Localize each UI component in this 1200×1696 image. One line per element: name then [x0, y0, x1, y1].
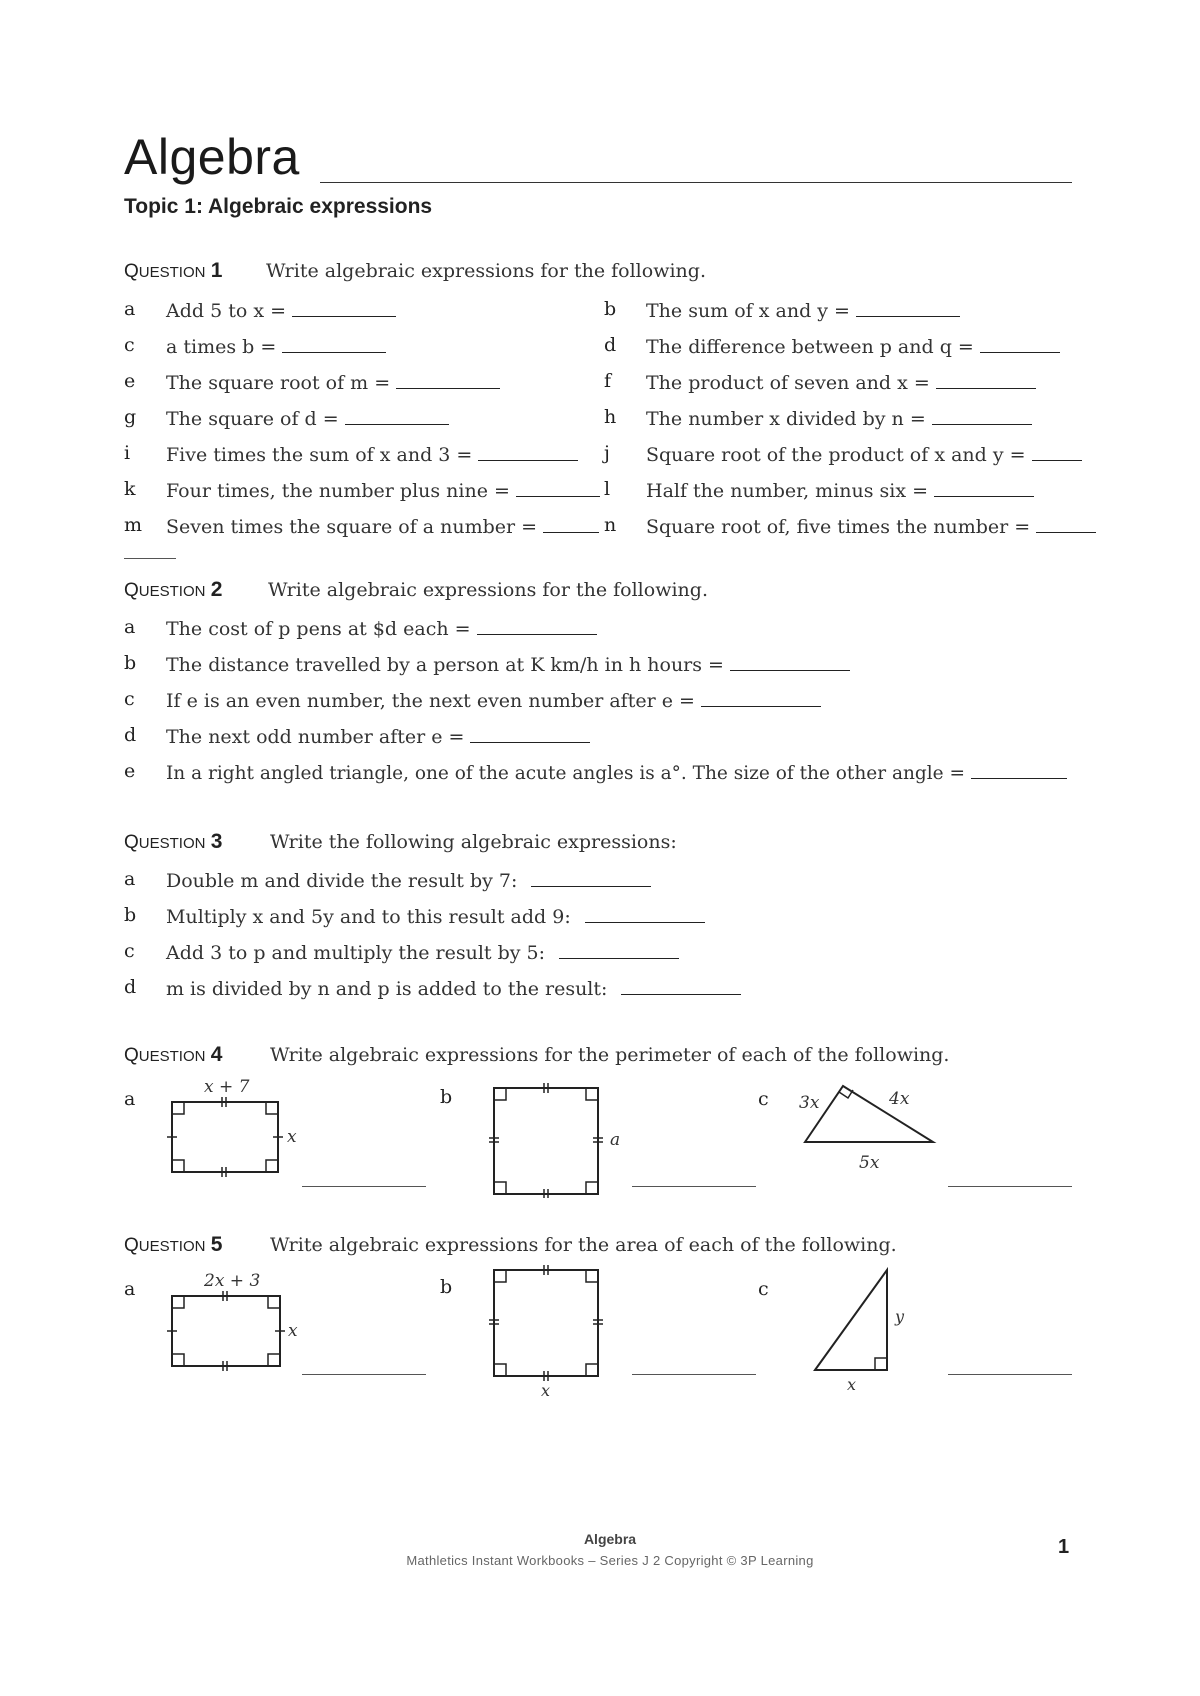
- right-angle-mark: [875, 1358, 887, 1370]
- question-5-prompt: Write algebraic expressions for the area of each of the following.: [270, 1234, 897, 1256]
- q3-label-a: a: [124, 868, 136, 890]
- answer-blank[interactable]: [477, 616, 597, 635]
- q4c-left-label: 3x: [799, 1093, 820, 1113]
- q4-rectangle-figure: [160, 1074, 300, 1184]
- q1-label-f: f: [604, 370, 612, 392]
- answer-blank[interactable]: [531, 868, 651, 887]
- q1-item-f: The product of seven and x =: [646, 370, 1036, 394]
- q5b-answer-line[interactable]: [632, 1374, 756, 1375]
- q3-label-c: c: [124, 940, 135, 962]
- answer-blank[interactable]: [470, 724, 590, 743]
- q5a-top-label: 2x + 3: [204, 1271, 261, 1291]
- question-3-q: Q: [124, 832, 139, 853]
- q4-square-figure: [480, 1074, 630, 1198]
- rectangle-shape: [172, 1102, 278, 1172]
- q1-item-b: The sum of x and y =: [646, 298, 960, 322]
- q1-label-g: g: [124, 406, 137, 428]
- q1-item-i: Five times the sum of x and 3 =: [166, 442, 578, 466]
- q2-label-d: d: [124, 724, 137, 746]
- q3-item-c: Add 3 to p and multiply the result by 5:: [166, 940, 679, 964]
- answer-blank[interactable]: [559, 940, 679, 959]
- page-number: 1: [1058, 1536, 1070, 1558]
- q1-label-m: m: [124, 514, 143, 536]
- q1-label-a: a: [124, 298, 136, 320]
- question-2-number: 2: [210, 578, 223, 601]
- q5a-answer-line[interactable]: [302, 1374, 426, 1375]
- q1-item-n: Square root of, five times the number =: [646, 514, 1096, 538]
- question-5-q: Q: [124, 1235, 139, 1256]
- topic-heading: Topic 1: Algebraic expressions: [124, 195, 433, 218]
- q1-item-a: Add 5 to x =: [166, 298, 396, 322]
- q5-triangle-figure: [805, 1258, 915, 1398]
- side-tick-marks: [489, 1138, 603, 1142]
- q2-item-a: The cost of p pens at $d each =: [166, 616, 597, 640]
- question-2-word: UESTION: [138, 583, 206, 600]
- answer-blank[interactable]: [936, 370, 1036, 389]
- q5-label-b: b: [440, 1276, 453, 1298]
- equal-tick-marks: [223, 1291, 227, 1371]
- q1-item-h: The number x divided by n =: [646, 406, 1032, 430]
- q1-item-g: The square of d =: [166, 406, 449, 430]
- q1-label-j: j: [604, 442, 610, 464]
- rectangle-shape: [172, 1296, 280, 1366]
- q2-item-b: The distance travelled by a person at K km/h in h hours =: [166, 652, 850, 676]
- q5-label-c: c: [758, 1278, 769, 1300]
- right-angle-marks: [172, 1296, 280, 1366]
- q4a-answer-line[interactable]: [302, 1186, 426, 1187]
- q1-label-n: n: [604, 514, 617, 536]
- q1-item-d: The difference between p and q =: [646, 334, 1060, 358]
- equal-tick-marks: [544, 1083, 548, 1198]
- answer-blank[interactable]: [282, 334, 386, 353]
- q1-label-d: d: [604, 334, 617, 356]
- q2-label-a: a: [124, 616, 136, 638]
- answer-blank[interactable]: [516, 478, 600, 497]
- q5-label-a: a: [124, 1278, 136, 1300]
- answer-blank[interactable]: [478, 442, 578, 461]
- answer-blank[interactable]: [345, 406, 449, 425]
- equal-tick-marks: [544, 1265, 548, 1381]
- question-2-q: Q: [124, 580, 139, 601]
- question-3-word: UESTION: [138, 835, 206, 852]
- answer-blank[interactable]: [585, 904, 705, 923]
- q5-square-figure: [480, 1262, 620, 1398]
- side-tick-marks: [489, 1320, 603, 1324]
- q5c-side-label: y: [895, 1307, 905, 1326]
- q4c-right-label: 4x: [889, 1089, 910, 1109]
- right-angle-marks: [172, 1102, 278, 1172]
- question-1-number: 1: [210, 259, 223, 282]
- question-1-heading: [124, 259, 222, 283]
- q4b-side-label: a: [610, 1130, 621, 1150]
- q4c-bottom-label: 5x: [859, 1153, 880, 1173]
- q1-label-c: c: [124, 334, 135, 356]
- q3-label-b: b: [124, 904, 137, 926]
- question-2-heading: [124, 578, 222, 602]
- answer-blank[interactable]: [1032, 442, 1082, 461]
- question-2-prompt: Write algebraic expressions for the following.: [268, 579, 708, 601]
- question-4-number: 4: [210, 1043, 223, 1066]
- q5c-bottom-label: x: [847, 1375, 857, 1394]
- q4b-answer-line[interactable]: [632, 1186, 756, 1187]
- q1-item-l: Half the number, minus six =: [646, 478, 1034, 502]
- q4-triangle-figure: [795, 1074, 945, 1174]
- q1-label-i: i: [124, 442, 131, 464]
- q1-label-e: e: [124, 370, 136, 392]
- question-3-prompt: Write the following algebraic expressions:: [270, 831, 677, 853]
- q2-label-e: e: [124, 760, 136, 782]
- q1-label-l: l: [604, 478, 611, 500]
- answer-blank-continuation[interactable]: [124, 558, 176, 559]
- question-3-heading: [124, 830, 222, 854]
- answer-blank[interactable]: [730, 652, 850, 671]
- right-angle-marks: [494, 1088, 598, 1194]
- q3-item-a: Double m and divide the result by 7:: [166, 868, 651, 892]
- answer-blank[interactable]: [396, 370, 500, 389]
- footer-title: Algebra: [583, 1531, 637, 1547]
- q4-label-c: c: [758, 1088, 769, 1110]
- answer-blank[interactable]: [856, 298, 960, 317]
- q5b-bottom-label: x: [541, 1381, 551, 1398]
- square-shape: [494, 1270, 598, 1376]
- answer-blank[interactable]: [701, 688, 821, 707]
- right-angle-marks: [494, 1270, 598, 1376]
- q1-item-e: The square root of m =: [166, 370, 500, 394]
- q5a-side-label: x: [288, 1321, 298, 1341]
- q3-label-d: d: [124, 976, 137, 998]
- question-1-prompt: Write algebraic expressions for the following.: [266, 260, 706, 282]
- q1-item-c: a times b =: [166, 334, 386, 358]
- answer-blank[interactable]: [292, 298, 396, 317]
- question-5-number: 5: [210, 1233, 223, 1256]
- answer-blank[interactable]: [1036, 514, 1096, 533]
- question-1-q: Q: [124, 261, 139, 282]
- q2-item-e: In a right angled triangle, one of the acute angles is a°. The size of the other angle =: [166, 760, 1067, 784]
- question-5-word: UESTION: [138, 1238, 206, 1255]
- q4-label-b: b: [440, 1086, 453, 1108]
- question-4-q: Q: [124, 1045, 139, 1066]
- equal-tick-marks: [222, 1097, 226, 1177]
- title-underline: [320, 182, 1072, 183]
- q2-item-c: If e is an even number, the next even number after e =: [166, 688, 821, 712]
- question-3-number: 3: [210, 830, 223, 853]
- q2-item-d: The next odd number after e =: [166, 724, 590, 748]
- q3-item-d: m is divided by n and p is added to the result:: [166, 976, 741, 1000]
- question-4-word: UESTION: [138, 1048, 206, 1065]
- answer-blank[interactable]: [980, 334, 1060, 353]
- q4c-answer-line[interactable]: [948, 1186, 1072, 1187]
- q5c-answer-line[interactable]: [948, 1374, 1072, 1375]
- answer-blank[interactable]: [971, 760, 1067, 779]
- q5-rectangle-figure: [160, 1268, 310, 1378]
- q4-label-a: a: [124, 1088, 136, 1110]
- q1-label-b: b: [604, 298, 617, 320]
- square-shape: [494, 1088, 598, 1194]
- q1-item-j: Square root of the product of x and y =: [646, 442, 1082, 466]
- question-1-word: UESTION: [138, 264, 206, 281]
- triangle-shape: [805, 1086, 933, 1142]
- question-5-heading: [124, 1233, 222, 1257]
- q2-label-c: c: [124, 688, 135, 710]
- q4a-top-label: x + 7: [204, 1077, 250, 1097]
- question-4-heading: [124, 1043, 222, 1067]
- answer-blank[interactable]: [543, 514, 599, 533]
- answer-blank[interactable]: [932, 406, 1032, 425]
- q1-label-h: h: [604, 406, 617, 428]
- triangle-shape: [815, 1270, 887, 1370]
- question-4-prompt: Write algebraic expressions for the perimeter of each of the following.: [270, 1044, 950, 1066]
- q3-item-b: Multiply x and 5y and to this result add 9:: [166, 904, 705, 928]
- page-title: Algebra: [124, 129, 300, 185]
- answer-blank[interactable]: [621, 976, 741, 995]
- q1-label-k: k: [124, 478, 136, 500]
- q4a-side-label: x: [287, 1127, 297, 1147]
- footer-copyright: Mathletics Instant Workbooks – Series J 2 Copyright © 3P Learning: [406, 1553, 814, 1568]
- q2-label-b: b: [124, 652, 137, 674]
- q1-item-k: Four times, the number plus nine =: [166, 478, 600, 502]
- q1-item-m: Seven times the square of a number =: [166, 514, 599, 538]
- answer-blank[interactable]: [934, 478, 1034, 497]
